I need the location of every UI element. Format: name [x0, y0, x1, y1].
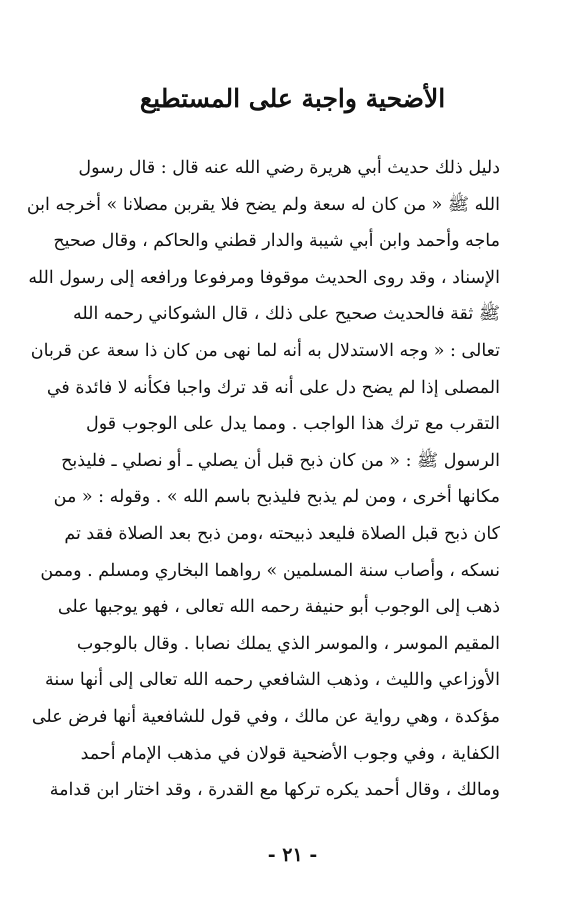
text-line: ﷺ ثقة فالحديث صحيح على ذلك ، قال الشوكاني رحمه الله [72, 304, 500, 325]
text-line: التقرب مع ترك هذا الواجب . ومما يدل على الوجوب قول [86, 414, 500, 435]
text-line: تعالى : « وجه الاستدلال به أنه لما نهى من كان ذا سعة عن قربان [30, 340, 500, 361]
text-line: الرسول ﷺ : « من كان ذبح قبل أن يصلي ـ أو نصلي ـ فليذبح [61, 450, 500, 471]
text-line: المصلى إذا لم يضح دل على أنه قد ترك واجبا فكأنه لا فائدة في [46, 377, 500, 398]
text-line: الله ﷺ « من كان له سعة ولم يضح فلا يقربن مصلانا » أخرجه ابن [26, 194, 500, 215]
text-line: ماجه وأحمد وابن أبي شيبة والدار قطني والحاكم ، وقال صحيح [53, 231, 500, 252]
text-line: الكفاية ، وفي وجوب الأضحية قولان في مذهب الإمام أحمد [80, 743, 500, 764]
text-line: مكانها أخرى ، ومن لم يذبح فليذبح باسم الله » . وقوله : « من [53, 487, 500, 508]
text-line: مؤكدة ، وهي رواية عن مالك ، وفي قول للشافعية أنها فرض على [31, 706, 500, 727]
page-title: الأضحية واجبة على المستطيع [139, 84, 446, 113]
text-line: الإسناد ، وقد روى الحديث موقوفا ومرفوعا ورافعه إلى رسول الله [28, 267, 500, 288]
text-line: دليل ذلك حديث أبي هريرة رضي الله عنه قال : قال رسول [78, 158, 500, 178]
text-line: ذهب إلى الوجوب أبو حنيفة رحمه الله تعالى ، فهو يوجبها على [57, 597, 500, 618]
text-line: ومالك ، وقال أحمد يكره تركها مع القدرة ، وقد اختار ابن قدامة [49, 780, 500, 801]
page-number: - ٢١ - [267, 844, 318, 866]
text-line: كان ذبح قبل الصلاة فليعد ذبيحته ،ومن ذبح بعد الصلاة فقد تم [64, 523, 500, 544]
text-line: نسكه ، وأصاب سنة المسلمين » رواهما البخاري ومسلم . وممن [40, 560, 500, 581]
text-line: المقيم الموسر ، والموسر الذي يملك نصابا . وقال بالوجوب [76, 633, 500, 654]
body-text [26, 150, 500, 809]
text-line: الأوزاعي والليث ، وذهب الشافعي رحمه الله تعالى إلى أنها سنة [45, 670, 500, 691]
